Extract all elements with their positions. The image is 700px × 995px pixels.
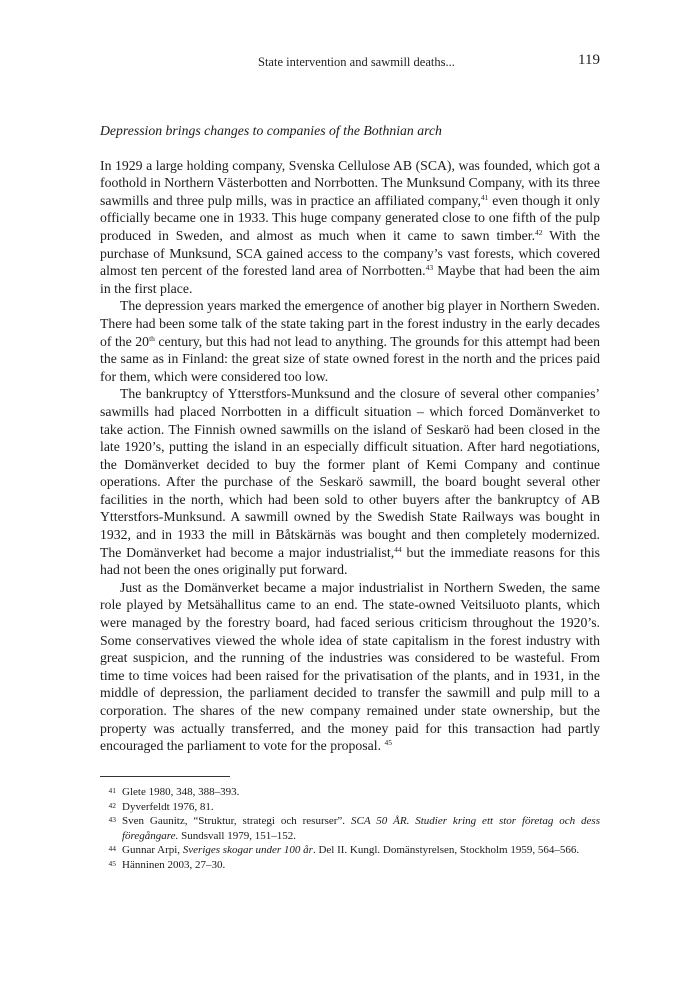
page-number: 119 bbox=[578, 52, 600, 68]
footnote-text: Dyverfeldt 1976, 81. bbox=[122, 800, 214, 813]
paragraph-4 bbox=[100, 579, 600, 755]
footnote-text: Glete 1980, 348, 388–393. bbox=[122, 786, 240, 798]
footnote-text-part: Sundsvall 1979, 151–152. bbox=[178, 829, 296, 842]
paragraph-text: With the purchase of Munksund, SCA gained access to the company’s vast forests, which covered almost ten percent of the forested land area of Norrbotten. bbox=[100, 227, 600, 279]
footnote-title: SCA 50 ÅR. Studier kring ett stor företag och dess föregångare. bbox=[122, 815, 600, 842]
footnote-text-part: Sven Gaunitz, “Struktur, strategi och resurser”. bbox=[122, 815, 351, 828]
footnote-ref: 45 bbox=[384, 738, 392, 748]
ordinal-suffix: th bbox=[149, 333, 155, 343]
footnote-ref: 44 bbox=[394, 544, 402, 554]
paragraph-text: Just as the Domänverket became a major industrialist in Northern Sweden, the same role played by Metsähallitus came to an end. The state-owned Veitsiluoto plants, which were managed by the forestry board, had faced serious criticism throughout the 1920’s. Some conservatives viewed the whole idea of state capitalism in the forest industry with great suspicion, and the running of the industries was considered to be wasteful. From time to time voices had been raised for the privatisation of the plants, and in 1931, in the middle of depression, the parliament decided to transfer the sawmill and pulp mill to a corporation. The shares of the new company remained under state ownership, but the property was actually transferred, and the money paid for this transaction had partly encouraged the parliament to vote for the proposal. bbox=[100, 579, 600, 754]
paragraph-text: In 1929 a large holding company, Svenska Cellulose AB (SCA), was founded, which got a foothold in Northern Västerbotten and Norrbotten. The Munksund Company, with its three sawmills and three pulp mills, was in practice an affiliated company, bbox=[100, 157, 600, 208]
body-text bbox=[100, 122, 600, 755]
footnote-ref: 42 bbox=[535, 227, 543, 237]
footnote-text bbox=[122, 843, 600, 858]
footnote-42 bbox=[100, 800, 600, 815]
paragraph-text: Maybe that had been the aim in the first place. bbox=[100, 263, 600, 296]
footnote-41 bbox=[100, 785, 600, 800]
footnote-number: 42 bbox=[108, 800, 116, 810]
footnote-text-part: . Del II. Kungl. Domänstyrelsen, Stockholm 1959, 564–566. bbox=[312, 844, 580, 857]
footnote-text-part: Gunnar Arpi, bbox=[122, 844, 183, 857]
footnote-44 bbox=[100, 843, 600, 858]
paragraph-text: The bankruptcy of Ytterstfors-Munksund and the closure of several other companies’ sawmills had placed Norrbotten in a difficult situation – which forced Domänverket to take action. The Finnish owned sawmills on the island of Seskarö had been closed in the late 1920’s, putting the island in an especially difficult situation. After hard negotiations, the Domänverket decided to buy the former plant of Kemi Company and continue operations. After the purchase of the Seskarö sawmill, the board bought several other facilities in the north, which had been sold to other buyers after the bankruptcy of AB Ytterstfors-Munksund. A sawmill owned by the Swedish State Railways was bought in 1932, and in 1933 the mill in Båtskärnäs was bought and then completely modernized. The Domänverket had become a major industrialist, bbox=[100, 386, 600, 560]
paragraph-text: but the immediate reasons for this had not been the ones originally put forward. bbox=[100, 544, 600, 578]
paragraph-3 bbox=[100, 385, 600, 579]
footnote-number: 44 bbox=[108, 844, 116, 854]
footnote-ref: 43 bbox=[425, 263, 434, 273]
footnotes bbox=[100, 785, 600, 873]
footnote-45 bbox=[100, 858, 600, 873]
footnote-ref: 41 bbox=[480, 192, 489, 202]
footnote-number: 41 bbox=[108, 786, 116, 795]
footnote-divider bbox=[100, 776, 230, 777]
footnote-43 bbox=[100, 814, 600, 843]
footnote-number: 43 bbox=[108, 815, 116, 825]
footnote-text: Hänninen 2003, 27–30. bbox=[122, 858, 226, 871]
paragraph-text: The depression years marked the emergence of another big player in Northern Sweden. There had been some talk of the state taking part in the forest industry in the early decades of the 20 bbox=[100, 298, 600, 349]
running-head: State intervention and sawmill deaths... bbox=[258, 55, 455, 69]
footnote-title: Sveriges skogar under 100 år bbox=[182, 844, 313, 857]
paragraph-1 bbox=[100, 157, 600, 298]
paragraph-text: even though it only officially became one in 1933. This huge company generated close to one fifth of the pulp produced in Sweden, and almost as much when it came to sawn timber. bbox=[100, 192, 600, 243]
section-heading: Depression brings changes to companies of the Bothnian arch bbox=[100, 123, 442, 138]
paragraph-text: century, but this had not lead to anything. The grounds for this attempt had been the same as in Finland: the great size of state owned forest in the north and the prices paid for them, which were considered too low. bbox=[100, 333, 600, 384]
paragraph-2 bbox=[100, 297, 600, 385]
footnote-number: 45 bbox=[108, 858, 116, 868]
footnote-text bbox=[122, 814, 600, 843]
